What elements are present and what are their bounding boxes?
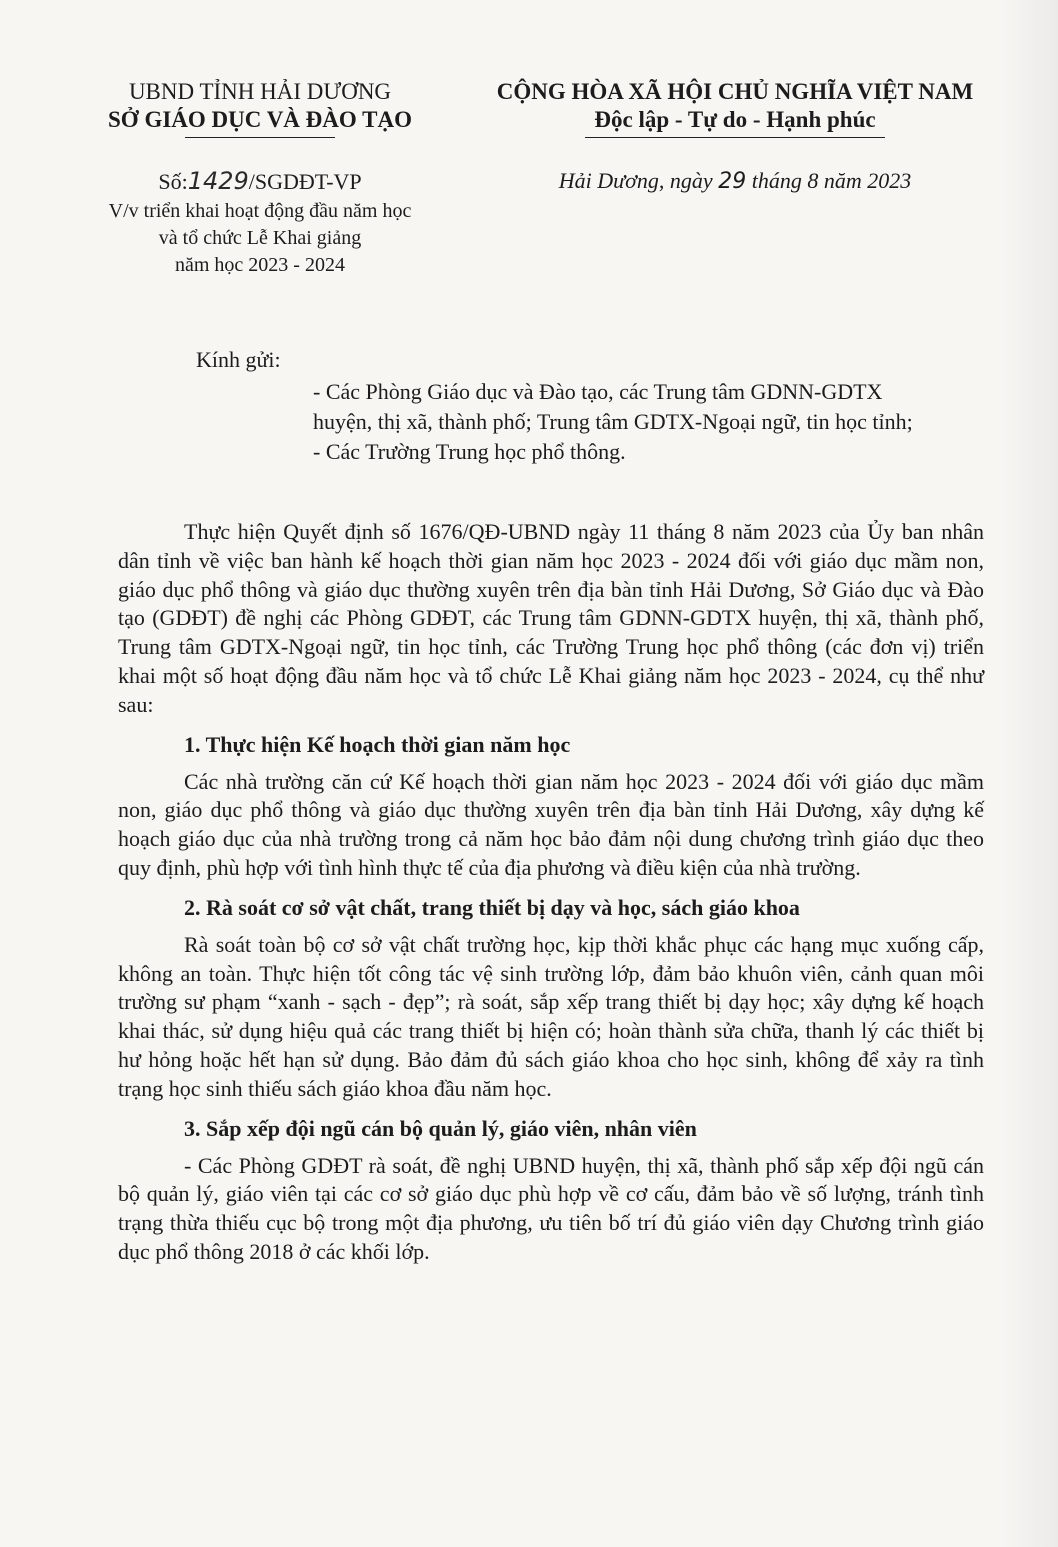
- section-text-2: Rà soát toàn bộ cơ sở vật chất trường học, kịp thời khắc phục các hạng mục xuống cấp, không an toàn. Thực hiện tốt công tác vệ sinh trường lớp, đảm bảo khuôn viên, cảnh quan môi trường sư phạm “xanh - sạch - đẹp”; rà soát, sắp xếp trang thiết bị dạy học; xây dựng kế hoạch khai thác, sử dụng hiệu quả các trang thiết bị hiện có; hoàn thành sửa chữa, thanh lý các thiết bị hư hỏng hoặc hết hạn sử dụng. Bảo đảm đủ sách giáo khoa cho học sinh, không để xảy ra tình trạng học sinh thiếu sách giáo khoa đầu năm học.: [118, 931, 984, 1101]
- doc-number-suffix: /SGDĐT-VP: [248, 169, 362, 194]
- motto-line-1: CỘNG HÒA XÃ HỘI CHỦ NGHĨA VIỆT NAM: [496, 79, 974, 104]
- document-number: [70, 168, 450, 195]
- authority-line-2: SỞ GIÁO DỤC VÀ ĐÀO TẠO: [108, 107, 412, 132]
- motto-line-2: Độc lập - Tự do - Hạnh phúc: [594, 107, 876, 132]
- greeting: Kính gửi:: [196, 347, 281, 372]
- document-body: [118, 518, 984, 1267]
- scan-edge-shadow: [998, 0, 1058, 1547]
- national-motto: [470, 78, 1000, 138]
- doc-number-prefix: Số:: [158, 169, 188, 194]
- motto-underline: [585, 137, 885, 138]
- doc-number-handwritten: 1429: [187, 167, 249, 195]
- issuing-authority: [70, 78, 450, 138]
- section-heading-3: 3. Sắp xếp đội ngũ cán bộ quản lý, giáo viên, nhân viên: [184, 1115, 697, 1141]
- date-handwritten-day: 29: [718, 169, 747, 194]
- section-heading-2: 2. Rà soát cơ sở vật chất, trang thiết bị dạy và học, sách giáo khoa: [184, 894, 800, 920]
- subject-line-1: V/v triển khai hoạt động đầu năm học: [108, 200, 412, 222]
- recipient-list: [313, 377, 938, 467]
- section-heading-1: 1. Thực hiện Kế hoạch thời gian năm học: [184, 731, 571, 757]
- document-date: [470, 168, 1000, 195]
- subject-line-3: năm học 2023 - 2024: [175, 254, 345, 276]
- section-text-3: - Các Phòng GDĐT rà soát, đề nghị UBND huyện, thị xã, thành phố sắp xếp đội ngũ cán bộ quản lý, giáo viên tại các cơ sở giáo dục phù hợp về cơ cấu, đảm bảo về số lượng, tránh tình trạng thừa thiếu cục bộ trong một địa phương, ưu tiên bố trí đủ giáo viên dạy Chương trình giáo dục phổ thông 2018 ở các khối lớp.: [118, 1152, 984, 1264]
- section-text-1: Các nhà trường căn cứ Kế hoạch thời gian năm học 2023 - 2024 đối với giáo dục mầm non, giáo dục phổ thông và giáo dục thường xuyên trên địa bàn tỉnh Hải Dương, xây dựng kế hoạch giáo dục của nhà trường trong cả năm học bảo đảm nội dung chương trình giáo dục theo quy định, phù hợp với tình hình thực tế của địa phương và điều kiện của nhà trường.: [118, 768, 984, 880]
- authority-line-1: UBND TỈNH HẢI DƯƠNG: [128, 79, 392, 104]
- recipient-item: - Các Phòng Giáo dục và Đào tạo, các Trung tâm GDNN-GDTX huyện, thị xã, thành phố; Trung tâm GDTX-Ngoại ngữ, tin học tỉnh;: [313, 379, 913, 434]
- subject-line-2: và tổ chức Lễ Khai giảng: [158, 227, 362, 249]
- recipient-item: - Các Trường Trung học phổ thông.: [313, 439, 626, 464]
- document-subject: [70, 198, 450, 279]
- authority-underline: [185, 137, 335, 138]
- date-suffix: tháng 8 năm 2023: [746, 168, 912, 193]
- date-prefix: Hải Dương, ngày: [558, 168, 719, 193]
- intro-paragraph: Thực hiện Quyết định số 1676/QĐ-UBND ngày 11 tháng 8 năm 2023 của Ủy ban nhân dân tỉnh về việc ban hành kế hoạch thời gian năm học 2023 - 2024 đối với giáo dục mầm non, giáo dục phổ thông và giáo dục thường xuyên trên địa bàn tỉnh Hải Dương, Sở Giáo dục và Đào tạo (GDĐT) đề nghị các Phòng GDĐT, các Trung tâm GDNN-GDTX huyện, thị xã, thành phố, Trung tâm GDTX-Ngoại ngữ, tin học tỉnh, các Trường Trung học phổ thông (các đơn vị) triển khai một số hoạt động đầu năm học và tổ chức Lễ Khai giảng năm học 2023 - 2024, cụ thể như sau:: [118, 519, 984, 717]
